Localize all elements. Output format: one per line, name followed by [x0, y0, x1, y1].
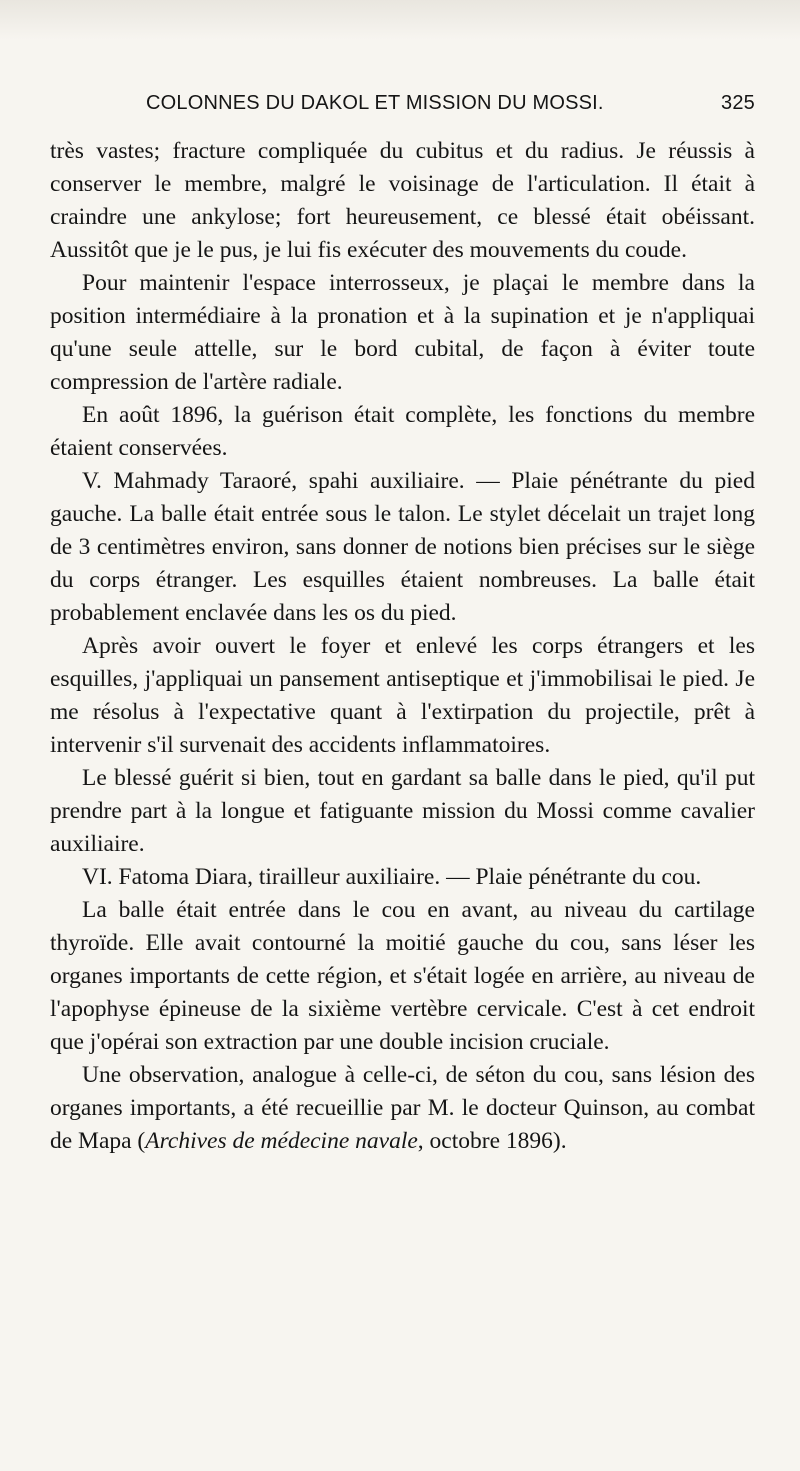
paragraph-with-citation [50, 1059, 755, 1158]
page-header [50, 90, 755, 120]
scan-edge [0, 0, 800, 40]
paragraph: très vastes; fracture compliquée du cubitus et du radius. Je réussis à conserver le membre, malgré le voisinage de l'articulation. Il était à craindre une ankylose; fort heureusement, ce blessé était obéissant. Aussitôt que je le pus, je lui fis exécuter des mouvements du coude. [50, 138, 755, 263]
paragraph: V. Mahmady Taraoré, spahi auxiliaire. — Plaie pénétrante du pied gauche. La balle était entrée sous le talon. Le stylet décelait un trajet long de 3 centimètres environ, sans donner de notions bien précises sur le siège du corps étranger. Les esquilles étaient nombreuses. La balle était probablement enclavée dans les os du pied. [50, 468, 755, 626]
citation-tail: , octobre 1896). [417, 1128, 567, 1154]
body-text [50, 135, 755, 1158]
paragraph: En août 1896, la guérison était complète, les fonctions du membre étaient conservées. [50, 402, 755, 461]
page-number: 325 [721, 92, 755, 114]
paragraph: VI. Fatoma Diara, tirailleur auxiliaire. — Plaie pénétrante du cou. [82, 864, 702, 890]
running-head: COLONNES DU DAKOL ET MISSION DU MOSSI. [146, 92, 604, 114]
paragraph: Pour maintenir l'espace interrosseux, je plaçai le membre dans la position intermédiaire à la pronation et à la supination et je n'appliquai qu'une seule attelle, sur le bord cubital, de façon à éviter toute compression de l'artère radiale. [50, 270, 755, 395]
paragraph-text: Une observation, analogue à celle-ci, de séton du cou, sans lésion des organes importants, a été recueillie par M. le docteur Quinson, au combat de Mapa ( [50, 1062, 755, 1154]
paragraph: Après avoir ouvert le foyer et enlevé les corps étrangers et les esquilles, j'appliquai un pansement antiseptique et j'immobilisai le pied. Je me résolus à l'expectative quant à l'extirpation du projectile, prêt à intervenir s'il survenait des accidents inflammatoires. [50, 633, 755, 758]
citation-title: Archives de médecine navale [145, 1128, 418, 1154]
paragraph: Le blessé guérit si bien, tout en gardant sa balle dans le pied, qu'il put prendre part à la longue et fatiguante mission du Mossi comme cavalier auxiliaire. [50, 765, 755, 857]
paragraph: La balle était entrée dans le cou en avant, au niveau du cartilage thyroïde. Elle avait contourné la moitié gauche du cou, sans léser les organes importants de cette région, et s'était logée en arrière, au niveau de l'apophyse épineuse de la sixième vertèbre cervicale. C'est à cet endroit que j'opérai son extraction par une double incision cruciale. [50, 897, 755, 1055]
